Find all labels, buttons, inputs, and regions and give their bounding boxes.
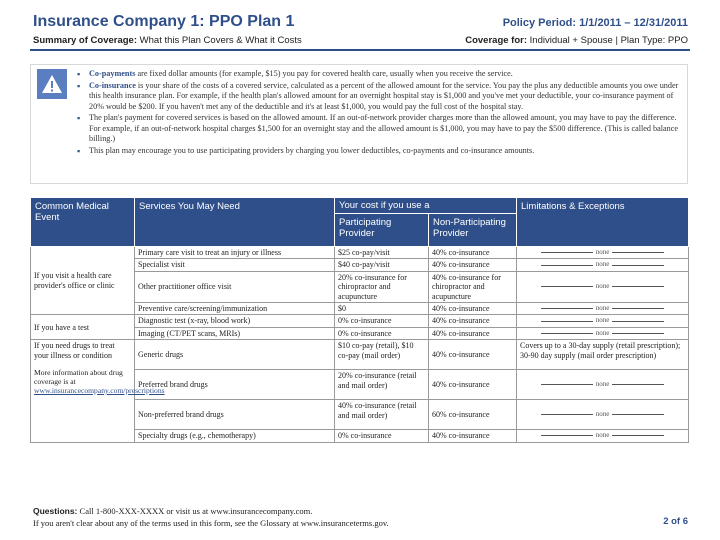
non-participating-cell: 40% co-insurance [429, 259, 517, 271]
event-test: If you have a test [31, 315, 135, 340]
service-cell: Other practitioner office visit [135, 271, 335, 302]
limitation-cell [517, 400, 689, 430]
footer-questions [33, 506, 312, 516]
non-participating-cell: 40% co-insurance [429, 327, 517, 339]
event-drugs-label: If you need drugs to treat your illness or condition [34, 341, 115, 360]
service-cell: Specialty drugs (e.g., chemotherapy) [135, 430, 335, 442]
non-participating-cell: 40% co-insurance [429, 430, 517, 442]
non-participating-cell: 40% co-insurance [429, 303, 517, 315]
notice-item [77, 81, 681, 113]
page-title: Insurance Company 1: PPO Plan 1 [33, 13, 295, 30]
participating-cell: 20% co-insurance (retail and mail order) [335, 370, 429, 400]
table-header-row [31, 198, 689, 214]
limitation-cell [517, 259, 689, 271]
notice-box [30, 64, 688, 184]
notice-item [77, 146, 681, 157]
subtitle-text: What this Plan Covers & What it Costs [139, 35, 302, 46]
limitation-cell [517, 315, 689, 327]
limitation-cell [517, 370, 689, 400]
service-cell: Primary care visit to treat an injury or illness [135, 247, 335, 259]
footer-glossary[interactable]: If you aren't clear about any of the terms used in this form, see the Glossary at www.insuranceterms.gov. [33, 518, 389, 528]
limitation-text: none [595, 328, 610, 337]
participating-cell: 40% co-insurance (retail and mail order) [335, 400, 429, 430]
limitation-text: none [595, 410, 610, 419]
page-subtitle [33, 35, 302, 46]
limitation-text: none [595, 260, 610, 269]
participating-cell: $10 co-pay (retail), $10 co-pay (mail order) [335, 340, 429, 370]
questions-label: Questions: [33, 506, 78, 516]
notice-list [77, 69, 681, 157]
limitation-cell: Covers up to a 30-day supply (retail prescription); 30-90 day supply (mail order prescription) [517, 340, 689, 370]
drug-info-text: More information about drug coverage is at [34, 368, 123, 387]
coverage-table [30, 197, 689, 443]
subtitle-label: Summary of Coverage: [33, 35, 138, 46]
limitation-cell [517, 430, 689, 442]
coverage-for [465, 35, 688, 46]
header-participating: Participating Provider [335, 214, 429, 247]
non-participating-cell: 40% co-insurance [429, 247, 517, 259]
limitation-text: none [595, 380, 610, 389]
service-cell: Preferred brand drugs [135, 370, 335, 400]
participating-cell: $25 co-pay/visit [335, 247, 429, 259]
notice-text: is your share of the costs of a covered service, calculated as a percent of the allowed amount for the service. You pay the plus any deductible amounts you owe under this health insurance plan. For example, if the health plan's allowed amount for an overnight hospital stay is $1,000 and you've met your deductible, your co-insurance payment of 20% would be $200. If you haven't met any of the deductible and it's at least $1,000, you would pay the full cost of the hospital stay. [89, 80, 679, 111]
header-divider [30, 49, 690, 51]
participating-cell: 0% co-insurance [335, 327, 429, 339]
service-cell: Specialist visit [135, 259, 335, 271]
non-participating-cell: 40% co-insurance [429, 340, 517, 370]
non-participating-cell: 40% co-insurance [429, 315, 517, 327]
limitation-cell [517, 247, 689, 259]
participating-cell: $40 co-pay/visit [335, 259, 429, 271]
limitation-cell [517, 271, 689, 302]
service-cell: Imaging (CT/PET scans, MRIs) [135, 327, 335, 339]
service-cell: Preventive care/screening/immunization [135, 303, 335, 315]
header-common-medical-event: Common Medical Event [31, 198, 135, 247]
limitation-text: none [595, 282, 610, 291]
header-non-participating: Non-Participating Provider [429, 214, 517, 247]
drug-info-link[interactable]: www.insurancecompany.com/prescriptions [34, 386, 165, 396]
non-participating-cell: 40% co-insurance [429, 370, 517, 400]
limitation-text: none [595, 431, 610, 440]
notice-term: Co-payments [89, 69, 136, 78]
notice-item [77, 113, 681, 145]
table-row [31, 315, 689, 327]
notice-term: Co-insurance [89, 80, 136, 90]
notice-text: are fixed dollar amounts (for example, $15) you pay for covered health care, usually when you receive the service. [135, 69, 513, 78]
table-row [31, 247, 689, 259]
notice-text: The plan's payment for covered services is based on the allowed amount. If an out-of-network provider charges more than the allowed amount, you may have to pay the difference. For example, if an out-of-network hospital charges $1,500 for an overnight stay and the allowed amount is $1,000, you may have to pay the $500 difference. (This is called balance billing.) [89, 113, 679, 143]
header-limitations: Limitations & Exceptions [517, 198, 689, 247]
limitation-cell [517, 303, 689, 315]
limitation-cell [517, 327, 689, 339]
participating-cell: 20% co-insurance for chiropractor and acupuncture [335, 271, 429, 302]
coverage-label: Coverage for: [465, 35, 527, 46]
participating-cell: $0 [335, 303, 429, 315]
non-participating-cell: 40% co-insurance for chiropractor and acupuncture [429, 271, 517, 302]
warning-icon [37, 69, 67, 99]
event-office-visit: If you visit a health care provider's office or clinic [31, 247, 135, 315]
participating-cell: 0% co-insurance [335, 430, 429, 442]
page-number: 2 of 6 [663, 516, 688, 527]
table-row [31, 340, 689, 370]
notice-text: This plan may encourage you to use participating providers by charging you lower deductibles, co-payments and co-insurance amounts. [89, 145, 535, 155]
limitation-text: none [595, 248, 610, 256]
non-participating-cell: 60% co-insurance [429, 400, 517, 430]
questions-text[interactable]: Call 1-800-XXX-XXXX or visit us at www.insurancecompany.com. [79, 506, 313, 516]
service-cell: Diagnostic test (x-ray, blood work) [135, 315, 335, 327]
limitation-text: none [595, 304, 610, 313]
header-your-cost: Your cost if you use a [335, 198, 517, 214]
notice-item [77, 69, 681, 80]
service-cell: Generic drugs [135, 340, 335, 370]
header-services: Services You May Need [135, 198, 335, 247]
participating-cell: 0% co-insurance [335, 315, 429, 327]
service-cell: Non-preferred brand drugs [135, 400, 335, 430]
policy-period: Policy Period: 1/1/2011 – 12/31/2011 [502, 17, 688, 29]
coverage-text: Individual + Spouse | Plan Type: PPO [529, 35, 688, 46]
limitation-text: none [595, 316, 610, 325]
